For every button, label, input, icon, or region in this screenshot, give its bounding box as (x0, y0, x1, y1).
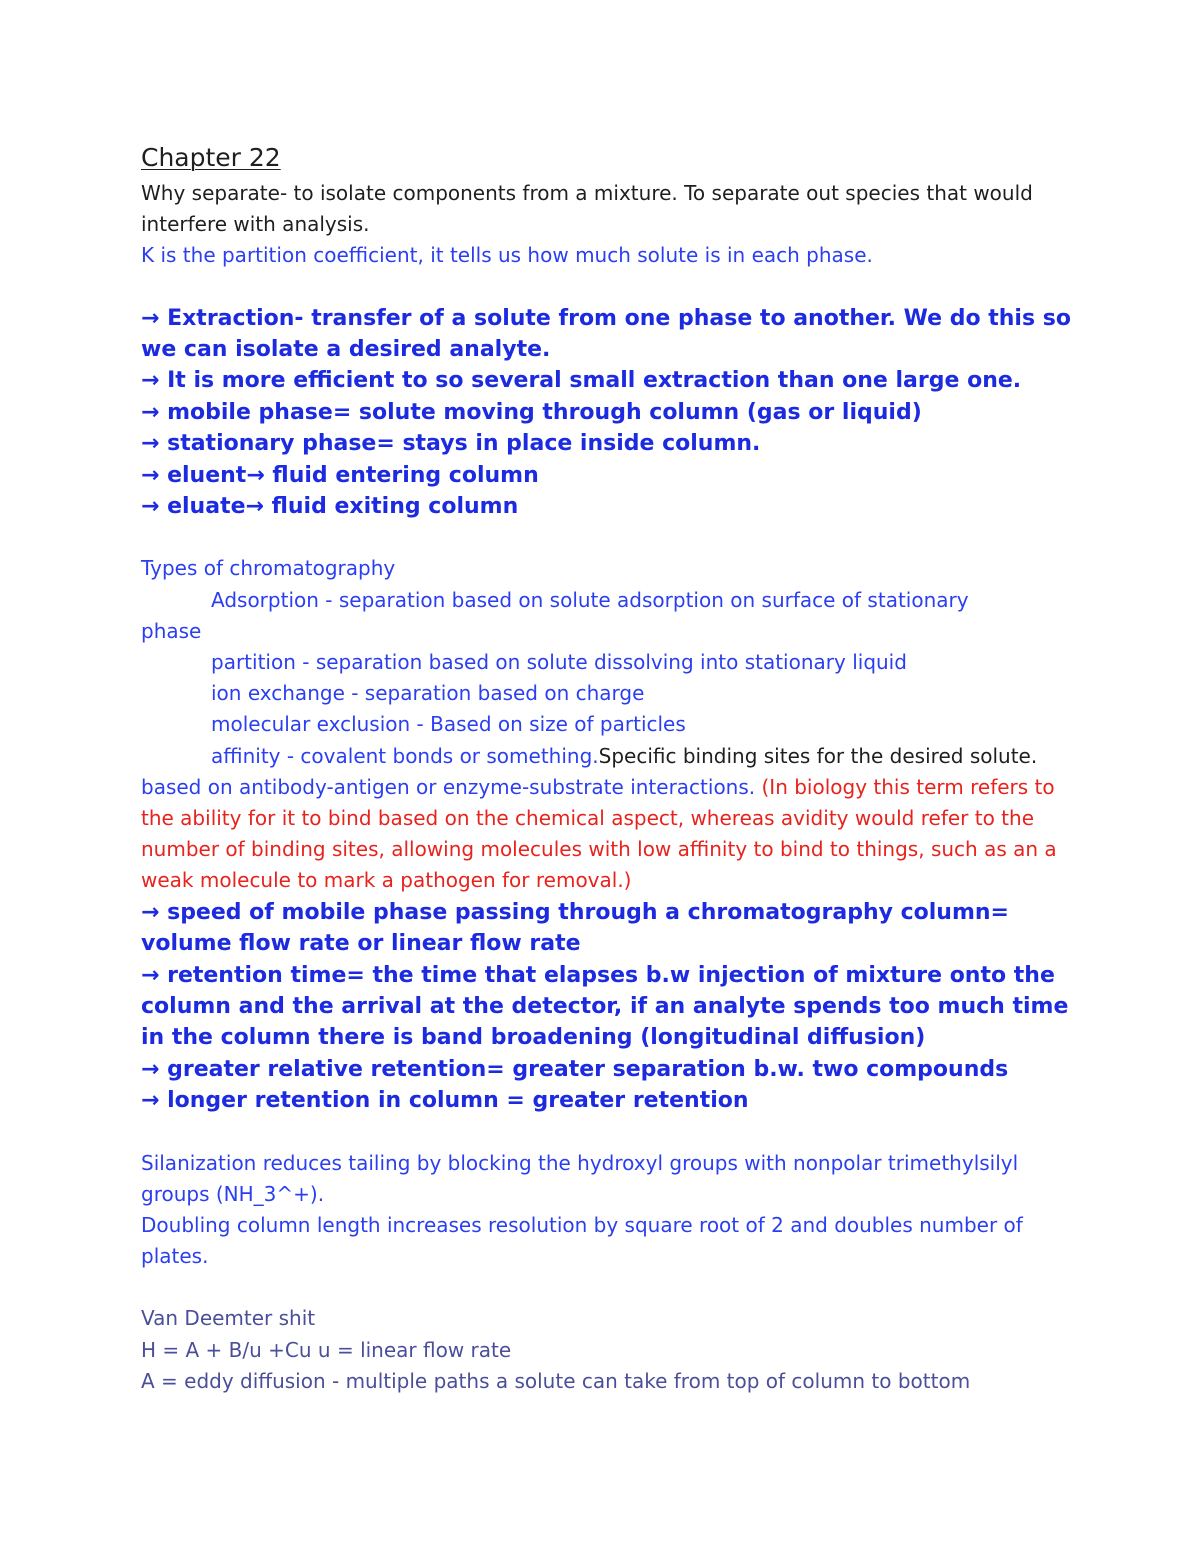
type-affinity (141, 741, 1071, 897)
chapter-title: Chapter 22 (141, 143, 281, 172)
doubling-text: Doubling column length increases resolution by square root of 2 and doubles number of plates. (141, 1212, 1023, 1269)
silanization-text: Silanization reduces tailing by blocking the hydroxyl groups with nonpolar trimethylsilyl groups (NH_3^+). (141, 1150, 1019, 1206)
list-item: → speed of mobile phase passing through a chromatography column= volume flow rate or linear flow rate (141, 899, 1009, 957)
type-molecular-exclusion: molecular exclusion - Based on size of particles (211, 712, 686, 737)
list-item: → mobile phase= solute moving through column (gas or liquid) (141, 399, 922, 425)
list-item: → stationary phase= stays in place inside column. (141, 431, 761, 457)
eddy-diffusion-text: A = eddy diffusion - multiple paths a solute can take from top of column to bottom (141, 1368, 971, 1393)
document-page (141, 140, 1071, 1397)
list-item: → retention time= the time that elapses b.w injection of mixture onto the column and the arrival at the detector, if an analyte spends too much time in the column there is band broadening (longitudinal diffusion) (141, 962, 1069, 1051)
list-item: → It is more efficient to so several small extraction than one large one. (141, 368, 1022, 394)
partition-coefficient-text: K is the partition coefficient, it tells us how much solute is in each phase. (141, 243, 873, 268)
list-item: → eluent→ fluid entering column (141, 462, 539, 488)
key-terms-list-1 (141, 303, 1071, 523)
list-item: → Extraction- transfer of a solute from one phase to another. We do this so we can isolate a desired analyte. (141, 305, 1071, 363)
van-deemter-equation: H = A + B/u +Cu u = linear flow rate (141, 1337, 512, 1362)
van-deemter-heading: Van Deemter shit (141, 1306, 316, 1331)
type-adsorption (141, 585, 1071, 616)
spacer (141, 1272, 1071, 1303)
type-partition: partition - separation based on solute dissolving into stationary liquid (211, 650, 907, 675)
spacer (141, 272, 1071, 303)
type-adsorption-text: Adsorption - separation based on solute adsorption on surface of stationary (211, 587, 969, 612)
list-item: → longer retention in column = greater retention (141, 1088, 749, 1114)
types-heading: Types of chromatography (141, 556, 396, 581)
type-adsorption-wrap: phase (141, 618, 202, 643)
spacer (141, 1117, 1071, 1148)
key-terms-list-2 (141, 897, 1071, 1117)
list-item: → eluate→ fluid exiting column (141, 494, 519, 520)
type-ion-exchange: ion exchange - separation based on charge (211, 681, 645, 706)
spacer (141, 522, 1071, 553)
affinity-dark-text: Specific binding sites for the desired (598, 743, 964, 768)
affinity-red-note: (In biology this term refers to the ability for it to bind based on the chemical aspect, whereas avidity would refer to the number of binding sites, allowing molecules with low affinity to bind to things, such as an a weak molecule to mark a pathogen for removal.) (141, 774, 1057, 893)
affinity-blue-text-2: based on antibody-antigen or enzyme-substrate interactions. (141, 774, 756, 799)
intro-text: Why separate- to isolate components from a mixture. To separate out species that would interfere with analysis. (141, 181, 1033, 237)
affinity-blue-text: affinity - covalent bonds or something. (211, 743, 599, 768)
list-item: → greater relative retention= greater separation b.w. two compounds (141, 1056, 1009, 1082)
affinity-dark-text-2: solute. (969, 743, 1038, 768)
